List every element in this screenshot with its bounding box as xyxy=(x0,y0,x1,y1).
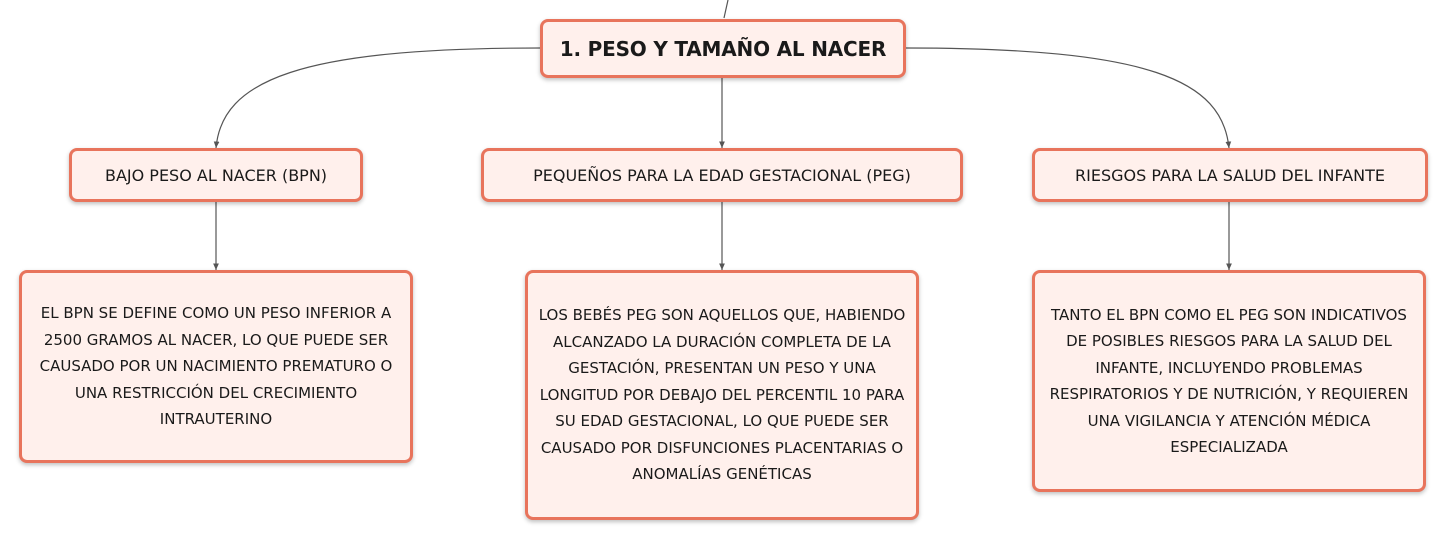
root-topic[interactable] xyxy=(540,19,906,78)
topic-peg-label: PEQUEÑOS PARA LA EDAD GESTACIONAL (PEG) xyxy=(533,165,911,185)
detail-bpn[interactable] xyxy=(19,270,413,463)
root-topic-label: 1. PESO Y TAMAÑO AL NACER xyxy=(559,36,887,61)
topic-peg[interactable] xyxy=(481,148,963,202)
detail-peg[interactable] xyxy=(525,270,919,520)
detail-riesgos[interactable] xyxy=(1032,270,1426,492)
topic-riesgos-label: RIESGOS PARA LA SALUD DEL INFANTE xyxy=(1075,165,1385,185)
detail-riesgos-text: TANTO EL BPN COMO EL PEG SON INDICATIVOS DE POSIBLES RIESGOS PARA LA SALUD DEL INFANTE, INCLUYENDO PROBLEMAS RESPIRATORIOS Y DE NUTRICIÓN, Y REQUIEREN UNA VIGILANCIA Y ATENCIÓN MÉDICA ESPECIALIZADA xyxy=(1049,305,1409,456)
connector-root-to-riesgos xyxy=(906,48,1229,148)
topic-bpn[interactable] xyxy=(69,148,363,202)
topic-riesgos[interactable] xyxy=(1032,148,1428,202)
detail-bpn-text: EL BPN SE DEFINE COMO UN PESO INFERIOR A 2500 GRAMOS AL NACER, LO QUE PUEDE SER CAUSADO POR UN NACIMIENTO PREMATURO O UNA RESTRICCIÓN DEL CRECIMIENTO INTRAUTERINO xyxy=(39,304,393,429)
topic-bpn-label: BAJO PESO AL NACER (BPN) xyxy=(104,165,328,185)
detail-peg-text: LOS BEBÉS PEG SON AQUELLOS QUE, HABIENDO ALCANZADO LA DURACIÓN COMPLETA DE LA GESTACIÓN, PRESENTAN UN PESO Y UNA LONGITUD POR DEBAJO DEL PERCENTIL 10 PARA SU EDAD GESTACIONAL, LO QUE PUEDE SER CAUSADO POR DISFUNCIONES PLACENTARIAS O ANOMALÍAS GENÉTICAS xyxy=(538,306,906,484)
connector-root-to-bpn xyxy=(216,48,540,148)
incoming-connector xyxy=(724,0,728,18)
